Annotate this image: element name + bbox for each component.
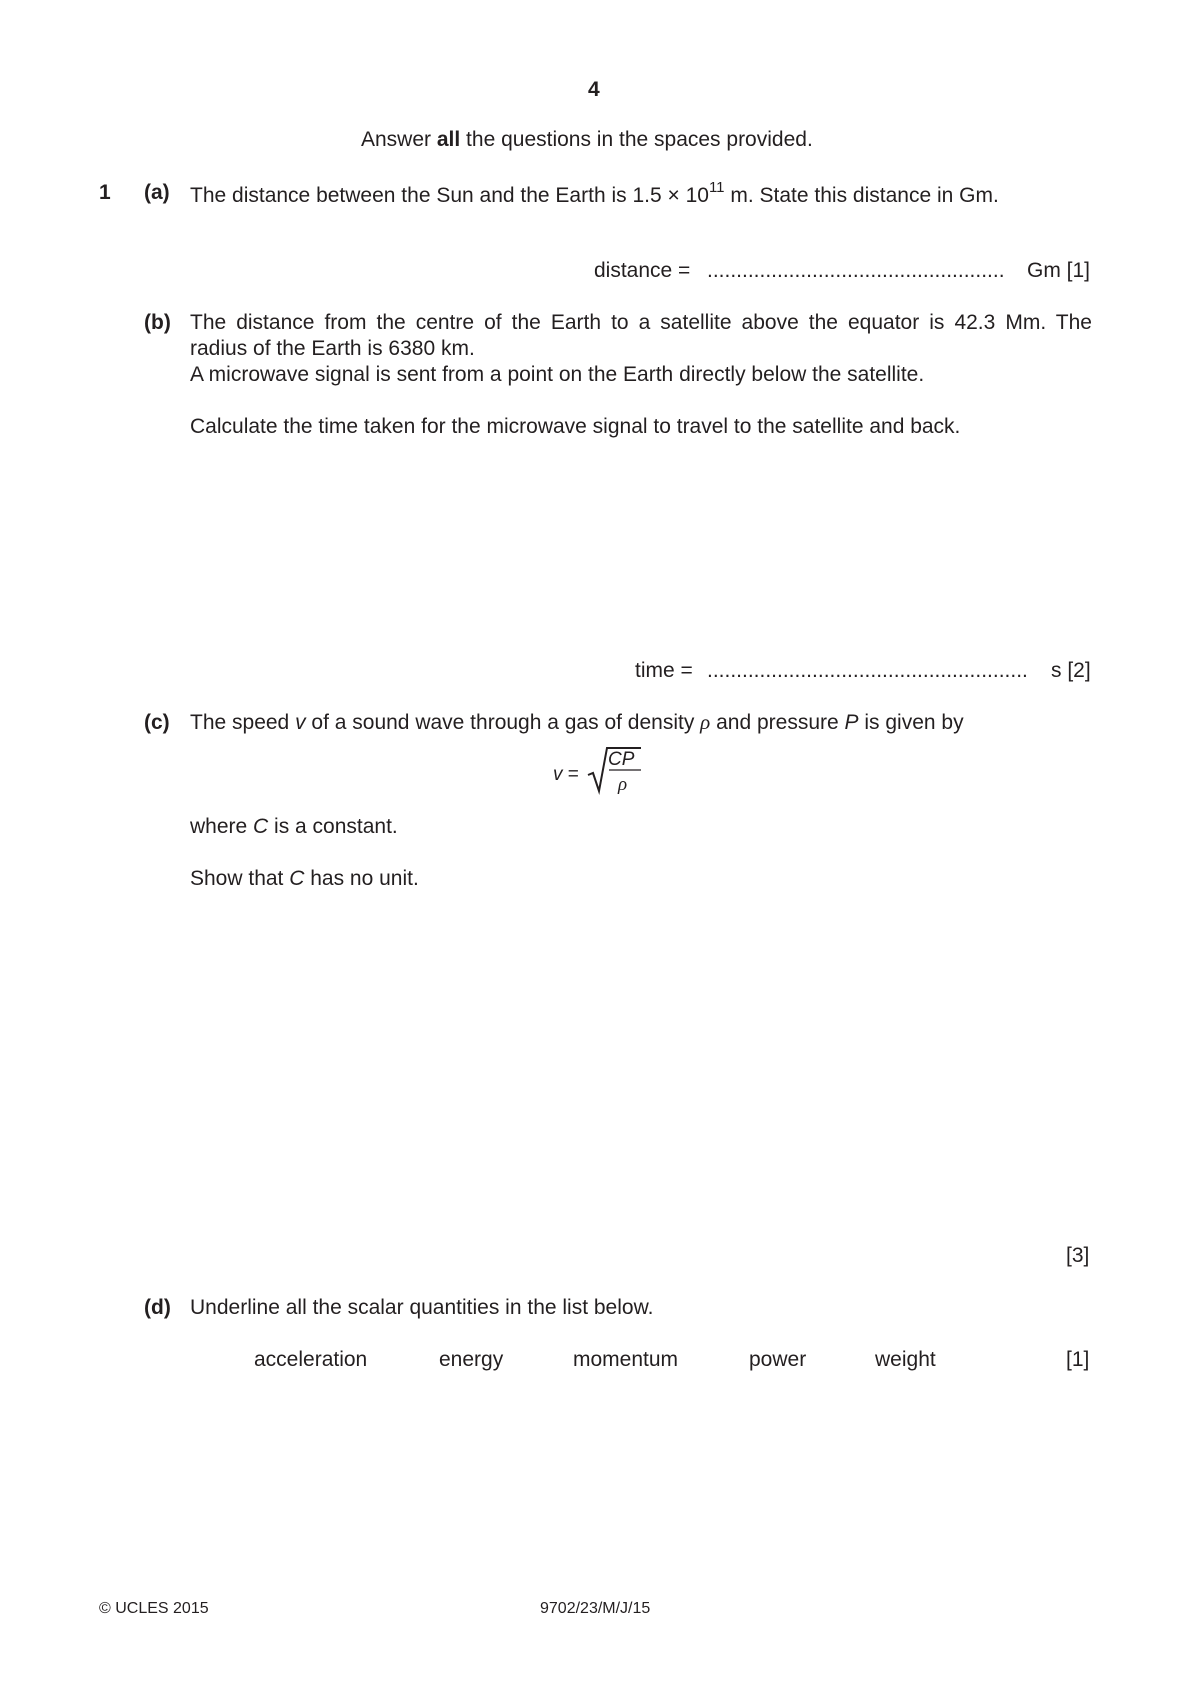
distance-answer-label: distance = <box>594 259 691 282</box>
var-v: v <box>295 711 306 734</box>
part-c-label: (c) <box>144 711 170 734</box>
distance-answer-unit: Gm [1] <box>1027 259 1091 282</box>
part-b-line2: radius of the Earth is 6380 km. <box>190 337 475 360</box>
part-c-text <box>190 712 964 733</box>
show-post: has no unit. <box>304 867 419 890</box>
part-c-text-pre: The speed <box>190 711 296 734</box>
part-b-label: (b) <box>144 311 171 334</box>
part-b-line1: The distance from the centre of the Earth to a satellite above the equator is 42.3 Mm. The <box>190 311 1092 334</box>
distance-answer-line[interactable]: ................................................... <box>707 259 1005 282</box>
part-a-exponent: 11 <box>708 179 725 196</box>
part-a-text <box>190 179 999 207</box>
footer-copyright: © UCLES 2015 <box>99 1600 209 1617</box>
time-answer-line[interactable]: ....................................................... <box>707 659 1028 682</box>
time-answer-unit: s [2] <box>1051 659 1091 682</box>
part-d-marks: [1] <box>1066 1348 1090 1371</box>
equation-lhs <box>553 765 579 784</box>
eq-equals: = <box>562 764 579 785</box>
part-b-line3: A microwave signal is sent from a point on the Earth directly below the satellite. <box>190 363 925 386</box>
var-rho: ρ <box>700 710 711 734</box>
instruction-pre: Answer <box>361 128 437 151</box>
instruction-bold: all <box>436 128 461 151</box>
eq-numerator: CP <box>608 749 635 770</box>
show-c: C <box>289 867 305 890</box>
part-b-line4: Calculate the time taken for the microwave signal to travel to the satellite and back. <box>190 415 961 438</box>
where-c: C <box>253 815 269 838</box>
instruction <box>361 129 813 150</box>
part-c-text-mid2: and pressure <box>710 711 845 734</box>
part-c-where <box>190 816 398 837</box>
scalar-option-energy[interactable]: energy <box>439 1348 504 1371</box>
footer-paper-code: 9702/23/M/J/15 <box>540 1600 651 1617</box>
question-number: 1 <box>99 181 111 204</box>
where-pre: where <box>190 815 254 838</box>
part-a-label: (a) <box>144 181 170 204</box>
part-c-text-post: is given by <box>858 711 964 734</box>
eq-v: v <box>553 764 563 785</box>
eq-denominator: ρ <box>618 774 628 795</box>
scalar-option-momentum[interactable]: momentum <box>573 1348 679 1371</box>
scalar-option-power[interactable]: power <box>749 1348 807 1371</box>
page-number: 4 <box>588 78 600 101</box>
part-a-text-pre: The distance between the Sun and the Earth is 1.5 × 10 <box>190 184 709 207</box>
instruction-post: the questions in the spaces provided. <box>460 128 813 151</box>
show-pre: Show that <box>190 867 290 890</box>
part-d-text: Underline all the scalar quantities in the list below. <box>190 1296 654 1319</box>
part-d-label: (d) <box>144 1296 171 1319</box>
part-a-text-post: m. State this distance in Gm. <box>724 184 999 207</box>
var-p: P <box>844 711 859 734</box>
where-post: is a constant. <box>268 815 398 838</box>
scalar-option-acceleration[interactable]: acceleration <box>254 1348 368 1371</box>
part-c-text-mid1: of a sound wave through a gas of density <box>305 711 701 734</box>
part-c-show <box>190 868 419 889</box>
scalar-option-weight[interactable]: weight <box>875 1348 936 1371</box>
time-answer-label: time = <box>635 659 693 682</box>
part-c-marks: [3] <box>1066 1244 1090 1267</box>
